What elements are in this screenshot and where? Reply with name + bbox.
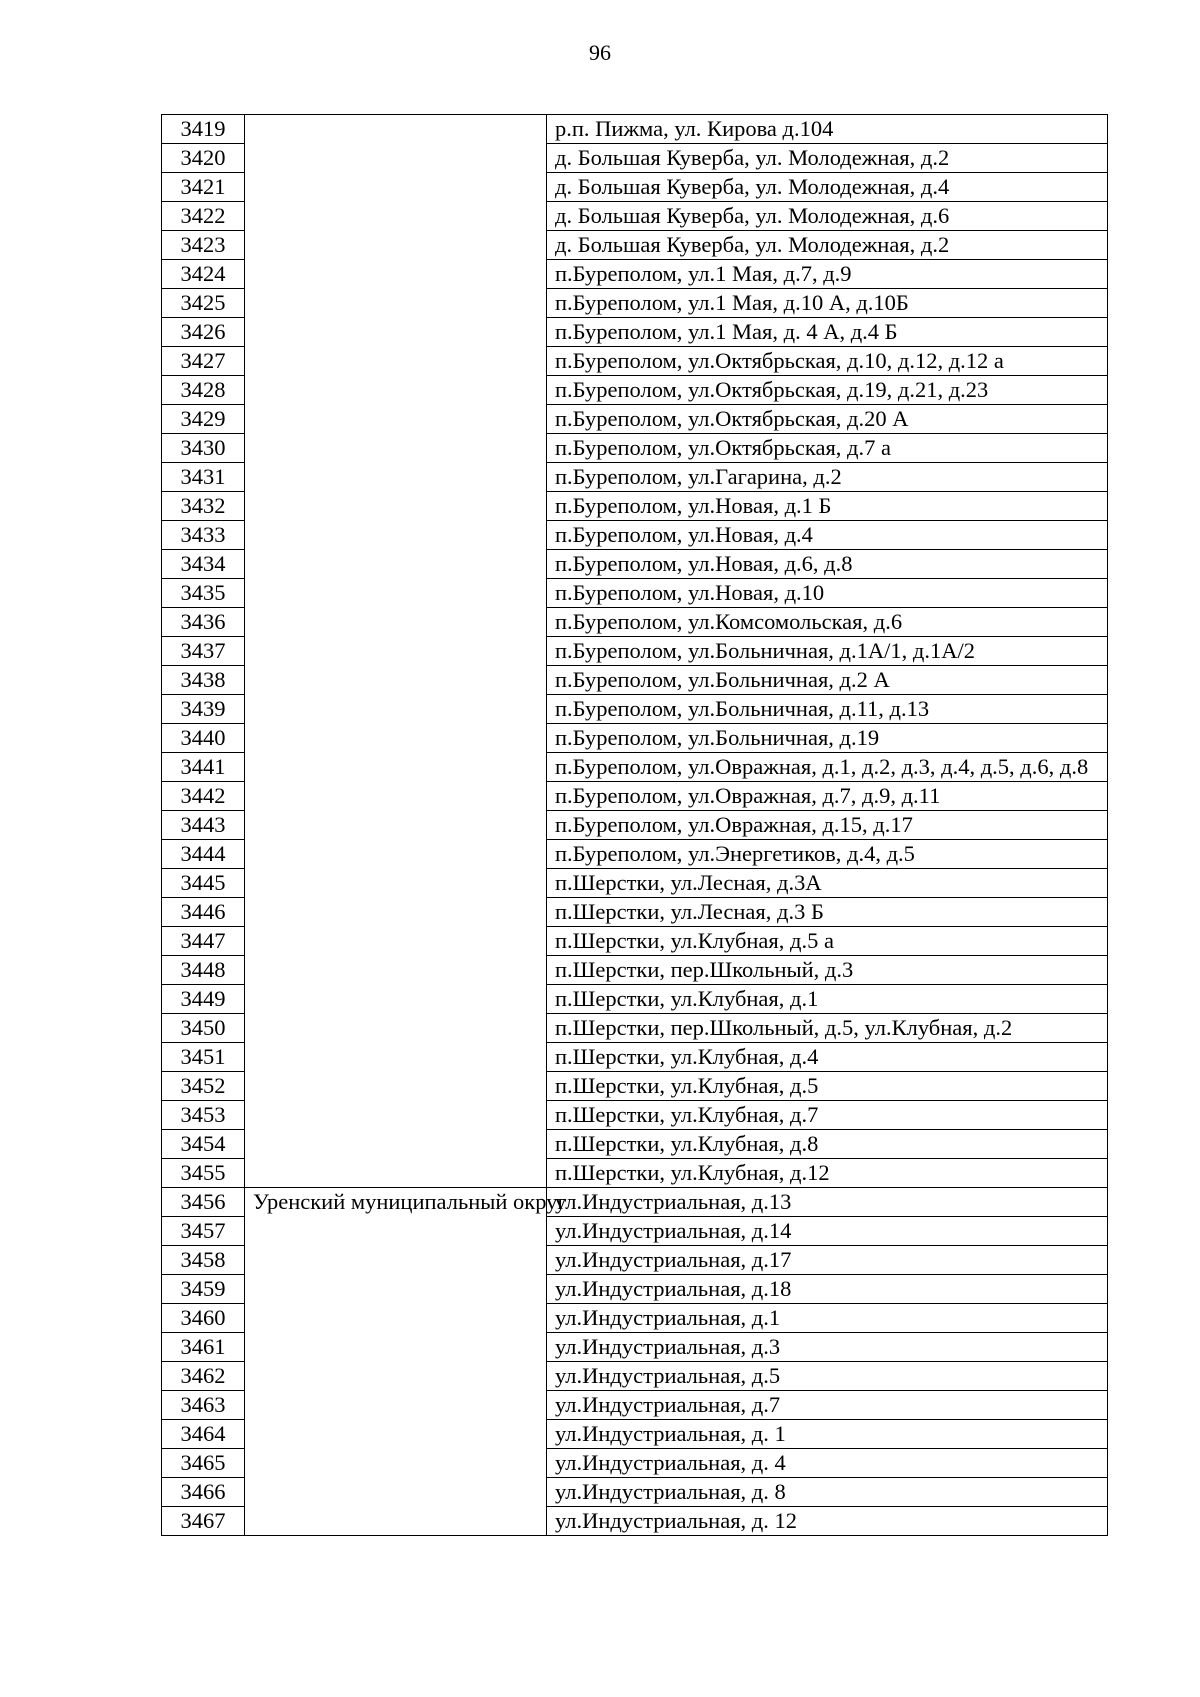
address-cell: п.Буреполом, ул.Комсомольская, д.6 [547,608,1108,637]
address-cell: р.п. Пижма, ул. Кирова д.104 [547,115,1108,144]
row-number: 3430 [162,434,245,463]
row-number: 3458 [162,1246,245,1275]
address-cell: ул.Индустриальная, д. 1 [547,1420,1108,1449]
address-cell: п.Буреполом, ул.1 Мая, д.10 А, д.10Б [547,289,1108,318]
row-number: 3438 [162,666,245,695]
address-cell: ул.Индустриальная, д. 4 [547,1449,1108,1478]
address-cell: ул.Индустриальная, д.18 [547,1275,1108,1304]
row-number: 3463 [162,1391,245,1420]
row-number: 3445 [162,869,245,898]
municipality-cell: Уренский муниципальный округ [245,1188,547,1536]
row-number: 3446 [162,898,245,927]
row-number: 3443 [162,811,245,840]
row-number: 3456 [162,1188,245,1217]
address-cell: ул.Индустриальная, д.14 [547,1217,1108,1246]
address-cell: ул.Индустриальная, д.7 [547,1391,1108,1420]
row-number: 3439 [162,695,245,724]
row-number: 3426 [162,318,245,347]
row-number: 3453 [162,1101,245,1130]
address-cell: д. Большая Куверба, ул. Молодежная, д.4 [547,173,1108,202]
address-cell: п.Буреполом, ул.Больничная, д.1А/1, д.1А/2 [547,637,1108,666]
address-cell: п.Буреполом, ул.Овражная, д.1, д.2, д.3, д.4, д.5, д.6, д.8 [547,753,1108,782]
row-number: 3455 [162,1159,245,1188]
row-number: 3424 [162,260,245,289]
address-cell: п.Буреполом, ул.Октябрьская, д.10, д.12, д.12 а [547,347,1108,376]
address-cell: п.Буреполом, ул.Овражная, д.15, д.17 [547,811,1108,840]
row-number: 3461 [162,1333,245,1362]
address-cell: п.Буреполом, ул.Новая, д.6, д.8 [547,550,1108,579]
address-cell: п.Шерстки, ул.Лесная, д.3 Б [547,898,1108,927]
address-cell: п.Шерстки, ул.Лесная, д.3А [547,869,1108,898]
row-number: 3449 [162,985,245,1014]
address-cell: п.Шерстки, ул.Клубная, д.4 [547,1043,1108,1072]
row-number: 3467 [162,1507,245,1536]
address-cell: ул.Индустриальная, д. 8 [547,1478,1108,1507]
address-cell: ул.Индустриальная, д.13 [547,1188,1108,1217]
row-number: 3441 [162,753,245,782]
row-number: 3444 [162,840,245,869]
address-cell: п.Буреполом, ул.Октябрьская, д.20 А [547,405,1108,434]
row-number: 3420 [162,144,245,173]
address-cell: п.Буреполом, ул.Октябрьская, д.7 а [547,434,1108,463]
address-table [161,114,1108,1536]
row-number: 3462 [162,1362,245,1391]
address-cell: д. Большая Куверба, ул. Молодежная, д.2 [547,231,1108,260]
row-number: 3423 [162,231,245,260]
row-number: 3442 [162,782,245,811]
row-number: 3448 [162,956,245,985]
table-row [162,115,1108,144]
row-number: 3440 [162,724,245,753]
row-number: 3437 [162,637,245,666]
row-number: 3454 [162,1130,245,1159]
address-cell: п.Шерстки, ул.Клубная, д.5 [547,1072,1108,1101]
row-number: 3451 [162,1043,245,1072]
address-cell: п.Буреполом, ул.Энергетиков, д.4, д.5 [547,840,1108,869]
row-number: 3427 [162,347,245,376]
address-cell: п.Буреполом, ул.Октябрьская, д.19, д.21, д.23 [547,376,1108,405]
address-cell: п.Буреполом, ул.Гагарина, д.2 [547,463,1108,492]
row-number: 3447 [162,927,245,956]
address-cell: п.Шерстки, ул.Клубная, д.5 а [547,927,1108,956]
row-number: 3428 [162,376,245,405]
row-number: 3452 [162,1072,245,1101]
page-number: 96 [589,40,611,65]
address-cell: п.Буреполом, ул.Новая, д.10 [547,579,1108,608]
address-cell: п.Буреполом, ул.Больничная, д.11, д.13 [547,695,1108,724]
row-number: 3457 [162,1217,245,1246]
address-cell: п.Буреполом, ул.1 Мая, д. 4 А, д.4 Б [547,318,1108,347]
address-cell: п.Буреполом, ул.Больничная, д.19 [547,724,1108,753]
address-cell: п.Шерстки, ул.Клубная, д.1 [547,985,1108,1014]
address-cell: п.Шерстки, пер.Школьный, д.3 [547,956,1108,985]
address-cell: д. Большая Куверба, ул. Молодежная, д.6 [547,202,1108,231]
municipality-cell-blank [245,115,547,1188]
address-cell: п.Шерстки, ул.Клубная, д.12 [547,1159,1108,1188]
address-cell: п.Шерстки, ул.Клубная, д.8 [547,1130,1108,1159]
address-cell: п.Шерстки, ул.Клубная, д.7 [547,1101,1108,1130]
address-cell: ул.Индустриальная, д.17 [547,1246,1108,1275]
address-cell: п.Буреполом, ул.Новая, д.1 Б [547,492,1108,521]
row-number: 3431 [162,463,245,492]
address-cell: п.Буреполом, ул.Овражная, д.7, д.9, д.11 [547,782,1108,811]
address-cell: п.Буреполом, ул.1 Мая, д.7, д.9 [547,260,1108,289]
address-cell: д. Большая Куверба, ул. Молодежная, д.2 [547,144,1108,173]
address-cell: ул.Индустриальная, д.5 [547,1362,1108,1391]
row-number: 3464 [162,1420,245,1449]
row-number: 3436 [162,608,245,637]
row-number: 3435 [162,579,245,608]
row-number: 3450 [162,1014,245,1043]
address-cell: ул.Индустриальная, д.1 [547,1304,1108,1333]
address-cell: ул.Индустриальная, д.3 [547,1333,1108,1362]
row-number: 3429 [162,405,245,434]
row-number: 3422 [162,202,245,231]
row-number: 3425 [162,289,245,318]
address-table-body [162,115,1108,1536]
row-number: 3466 [162,1478,245,1507]
table-row [162,1188,1108,1217]
row-number: 3421 [162,173,245,202]
row-number: 3460 [162,1304,245,1333]
row-number: 3433 [162,521,245,550]
row-number: 3432 [162,492,245,521]
row-number: 3459 [162,1275,245,1304]
address-cell: п.Буреполом, ул.Новая, д.4 [547,521,1108,550]
row-number: 3465 [162,1449,245,1478]
row-number: 3419 [162,115,245,144]
address-cell: ул.Индустриальная, д. 12 [547,1507,1108,1536]
row-number: 3434 [162,550,245,579]
address-cell: п.Буреполом, ул.Больничная, д.2 А [547,666,1108,695]
address-cell: п.Шерстки, пер.Школьный, д.5, ул.Клубная, д.2 [547,1014,1108,1043]
